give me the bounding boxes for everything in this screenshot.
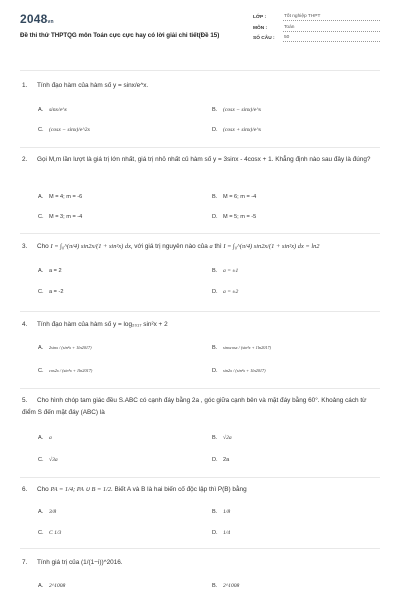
option-text: 1/4 [223,530,231,536]
option-key: B. [212,268,218,274]
meta-row-count [253,32,380,42]
option-c[interactable] [38,127,90,133]
question-5-stem [22,395,377,418]
option-text: 2^1008 [223,583,240,589]
option-b[interactable] [212,107,261,113]
option-key: C. [38,289,44,295]
divider [20,70,380,71]
question-text: Biết A và B là hai biến cố độc lập thì P(B) bằng [114,486,247,493]
logo-suffix: vn [47,19,54,25]
meta-label: SỐ CÂU : [253,35,275,41]
option-a[interactable] [38,435,52,441]
option-b[interactable] [212,345,271,351]
option-d[interactable] [212,368,266,374]
meta-value: Toán [283,25,380,32]
question-text: thì [214,243,222,250]
option-c[interactable] [38,368,92,374]
option-key: C. [38,368,44,374]
option-d[interactable] [212,457,229,463]
question-7-stem [22,557,123,569]
option-key: D. [212,214,218,220]
option-key: A. [38,583,44,589]
meta-label: LỚP : [253,15,267,21]
option-key: D. [212,127,218,133]
option-key: C. [38,457,44,463]
option-key: B. [212,194,218,200]
option-text: (cosx − sinx)/e^x [223,107,262,113]
option-b[interactable] [212,583,239,589]
option-text: M = 3; m = -4 [49,214,83,220]
meta-info [253,11,380,42]
option-text: sinxcosx / (sin²x + 1ln2017) [223,345,272,350]
question-4-stem [22,319,168,331]
option-key: B. [212,107,218,113]
probability-expression: PA = 1/4; PA ∪ B = 1/2. [50,486,113,493]
question-text: Tính đạo hàm của hàm số y = log₂₀₁₇ sin²x + 2 [37,321,168,328]
option-a[interactable] [38,268,62,274]
meta-row-subject [253,21,380,31]
option-text: C 1/3 [49,530,62,536]
option-text: (cosx − sinx)/e^2x [49,127,90,133]
option-key: A. [38,268,44,274]
option-key: D. [212,368,218,374]
question-3-stem [22,241,377,253]
option-a[interactable] [38,194,82,200]
option-text: a = -2 [49,289,64,295]
option-key: C. [38,214,44,220]
divider [20,548,380,549]
option-text: 2a [223,457,230,463]
question-number: 1. [22,82,28,89]
option-b[interactable] [212,509,230,515]
option-c[interactable] [38,214,82,220]
divider [20,311,380,312]
option-text: sin2x / (sin²x + 1ln2017) [223,368,266,373]
option-d[interactable] [212,214,256,220]
question-number: 5. [22,397,28,404]
option-key: C. [38,530,44,536]
option-text: √2a [223,435,232,441]
option-key: B. [212,435,218,441]
option-key: D. [212,457,218,463]
question-text: Gọi M,m lần lượt là giá trị lớn nhất, giá trị nhỏ nhất củ hàm số y = 3sinx - 4cosx + 1. Khẳng định nào sau đây là đúng? [37,156,371,163]
question-number: 2. [22,156,28,163]
option-c[interactable] [38,530,61,536]
option-text: (cosx + sinx)/e^x [223,127,262,133]
option-text: M = 4; m = -6 [49,194,83,200]
site-logo[interactable] [20,12,54,26]
question-text: Cho hình chóp tam giác đều S.ABC có cạnh đáy bằng 2a , góc giữa cạnh bên và mặt đáy bằng 60°. Khoảng cách từ điểm S đến mặt đáy (ABC) là [22,397,367,416]
option-c[interactable] [38,457,58,463]
option-b[interactable] [212,268,238,274]
divider [20,147,380,148]
option-key: D. [212,289,218,295]
question-2-stem [22,154,372,166]
question-text: Tính giá trị của (1/(1−i))^2016. [37,559,123,566]
option-b[interactable] [212,194,256,200]
option-text: √3a [49,457,58,463]
option-key: D. [212,530,218,536]
option-key: C. [38,127,44,133]
option-text: 1/8 [223,509,231,515]
question-text: Tính đạo hàm của hàm số y = sinx/e^x. [37,82,149,89]
option-key: B. [212,345,218,351]
question-number: 4. [22,321,28,328]
meta-row-class [253,11,380,21]
option-text: 2sinx / (sin²x + 1ln2017) [49,345,92,350]
option-c[interactable] [38,289,63,295]
question-text-prefix: Cho [37,486,49,493]
variable: a [209,243,213,250]
option-text: M = 5; m = -5 [223,214,257,220]
question-number: 6. [22,486,28,493]
divider [20,477,380,478]
option-text: 3/8 [49,509,57,515]
option-text: a = 2 [49,268,62,274]
option-b[interactable] [212,435,232,441]
option-d[interactable] [212,530,230,536]
option-text: a [49,435,52,441]
question-text: với giá trị nguyên nào của [134,243,208,250]
option-key: A. [38,194,44,200]
option-text: a = ±1 [223,268,239,274]
option-text: a = ±2 [223,289,239,295]
option-a[interactable] [38,583,65,589]
question-text-prefix: Cho [37,243,49,250]
integral-expression: I = ∫₀^(π/4) sin2x/(1 + sin²x) dx = ln2 [223,243,320,250]
option-d[interactable] [212,289,238,295]
question-6-stem [22,484,377,496]
option-key: A. [38,345,44,351]
divider [20,388,380,389]
option-key: A. [38,435,44,441]
option-a[interactable] [38,345,92,351]
option-key: B. [212,509,218,515]
option-d[interactable] [212,127,261,133]
question-number: 3. [22,243,28,250]
logo-text: 2048 [20,12,48,26]
meta-value: 50 [283,35,380,42]
option-text: 2^1008 [49,583,66,589]
integral-expression: I = ∫₀^(π/4) sin2x/(1 + sin²x) dx, [50,243,133,250]
document-title: Đề thi thử THPTQG môn Toán cực cực hay có lời giải chi tiết(Đề 15) [20,32,220,39]
meta-label: MÔN : [253,25,268,31]
option-text: sinx/e^x [49,107,67,113]
meta-value: Tốt nghiệp THPT [283,14,380,21]
divider [20,233,380,234]
option-key: A. [38,107,44,113]
option-a[interactable] [38,107,67,113]
question-number: 7. [22,559,28,566]
option-text: M = 6; m = -4 [223,194,257,200]
option-a[interactable] [38,509,56,515]
option-key: B. [212,583,218,589]
option-text: cos2x / (sin²x + 1ln2017) [49,368,93,373]
question-1-stem [22,80,148,92]
option-key: A. [38,509,44,515]
